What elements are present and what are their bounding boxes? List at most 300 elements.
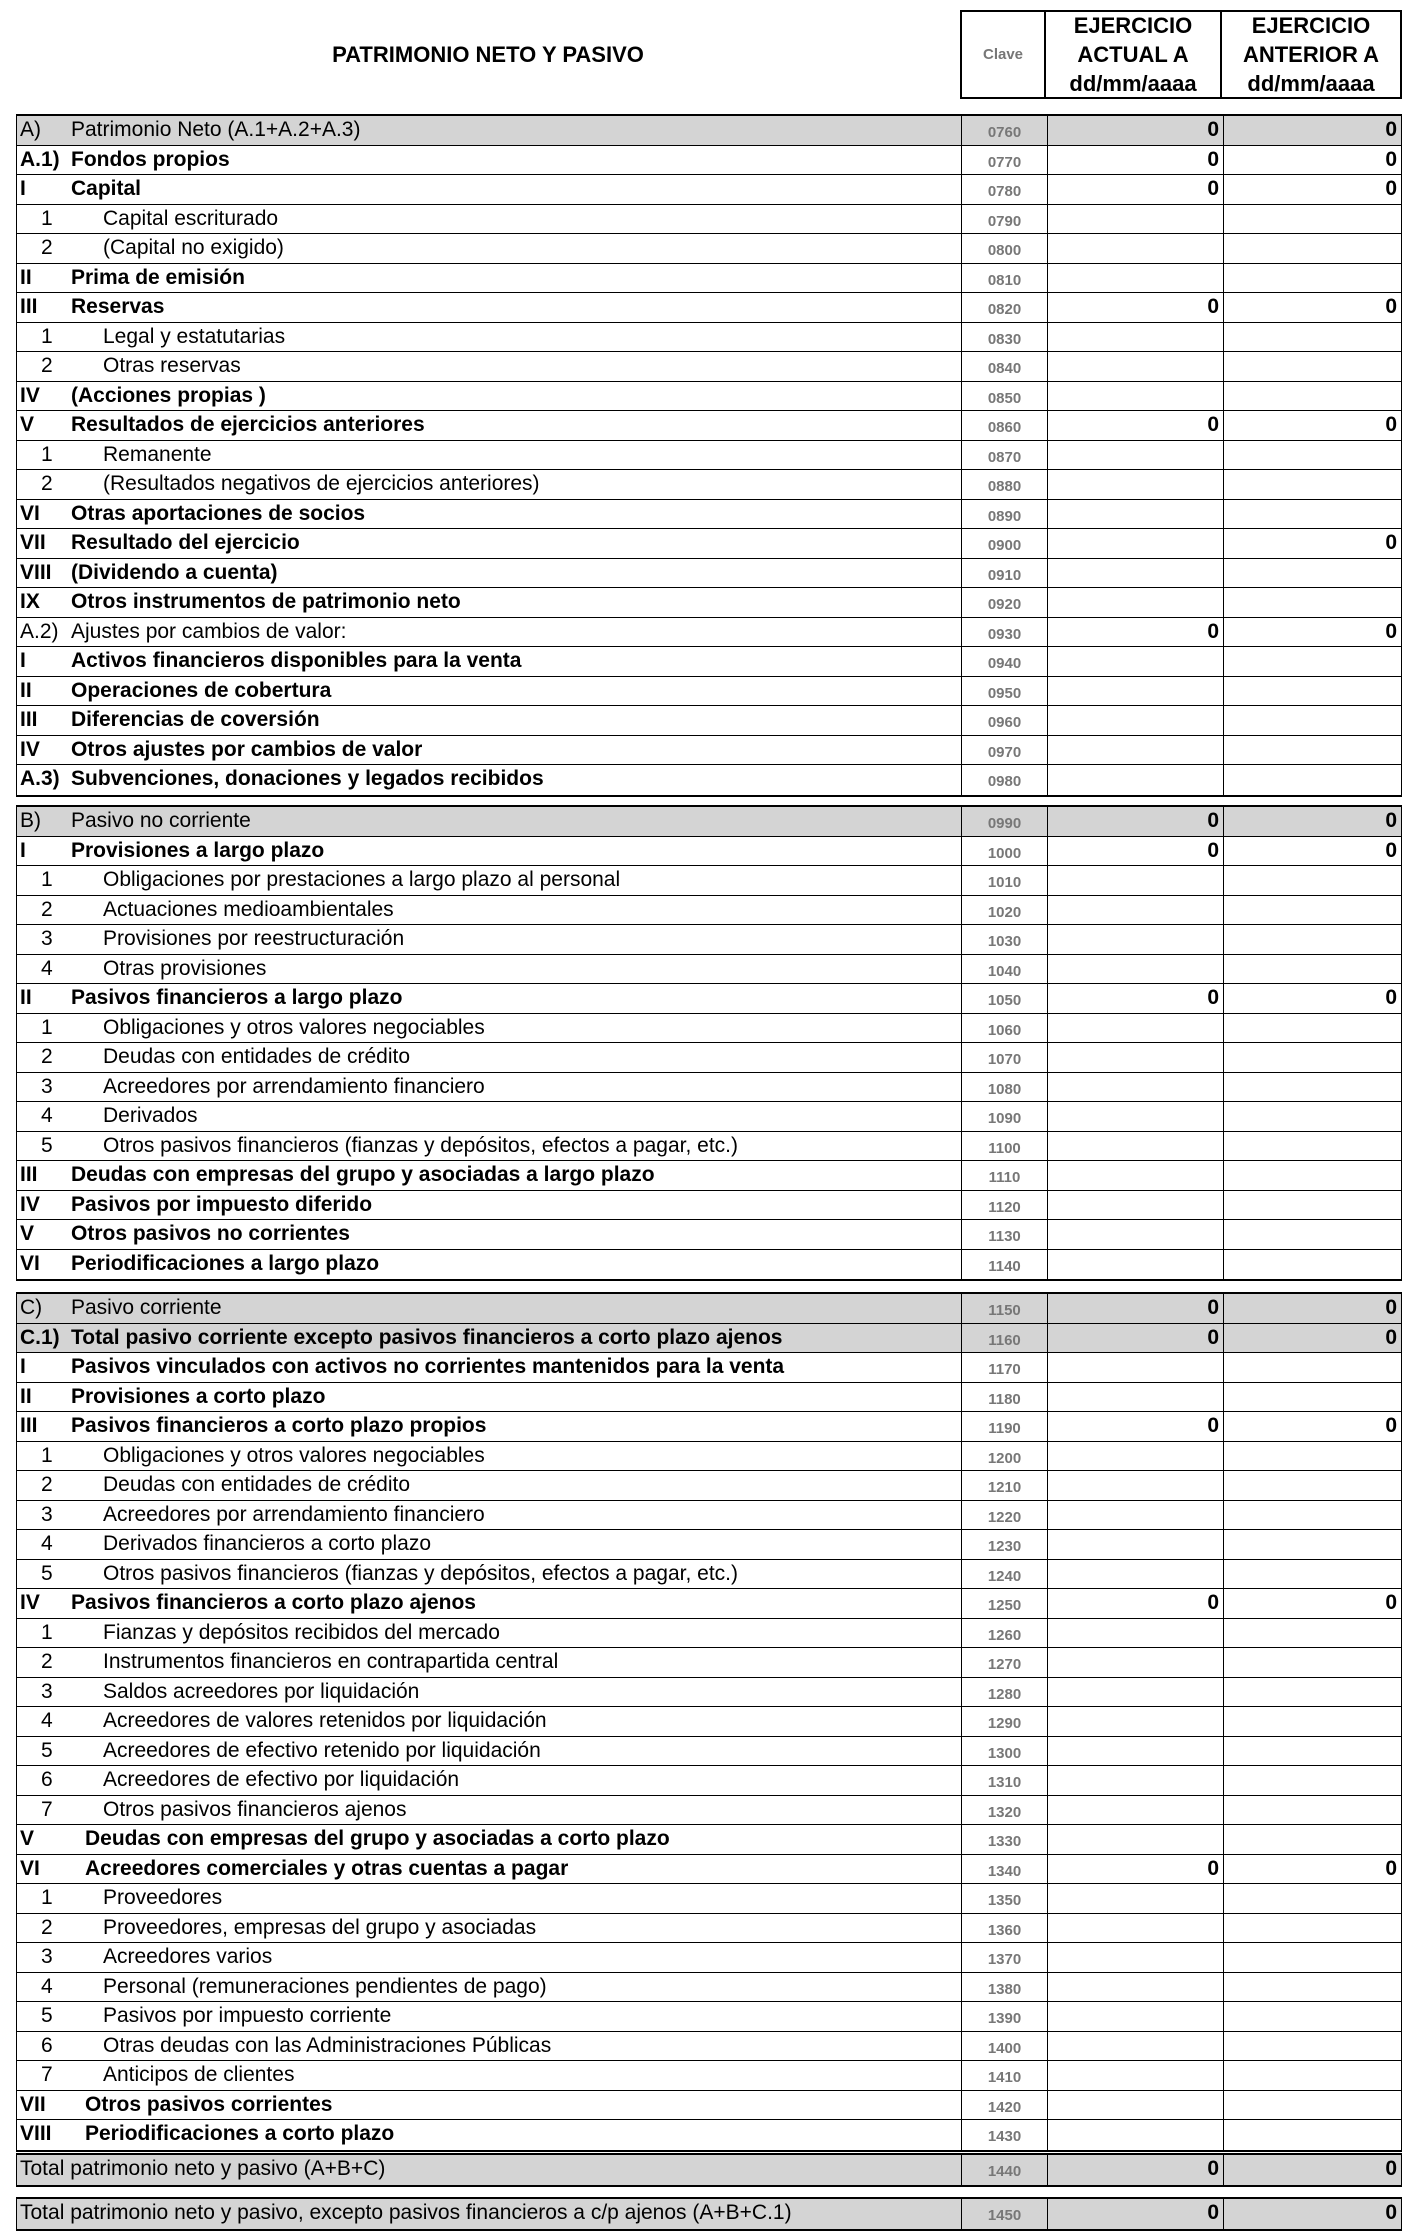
current-year-value[interactable] [1047,205,1223,234]
table-row [17,1412,1401,1442]
row-number: 7 [41,1797,53,1821]
current-year-value[interactable] [1047,1161,1223,1190]
previous-year-value[interactable] [1223,588,1401,617]
table-row [17,1014,1401,1044]
current-year-value[interactable] [1047,896,1223,925]
row-number: II [20,986,32,1009]
row-number: 5 [41,2004,53,2027]
row-code: 1070 [961,1043,1047,1072]
row-number: II [20,265,32,289]
previous-year-value[interactable] [1223,1043,1401,1072]
row-label: Otras deudas con las Administraciones Públicas [103,2033,552,2057]
table-row [17,984,1401,1014]
row-number: I [20,649,26,672]
previous-year-value[interactable]: 0 [1223,175,1401,204]
previous-year-value[interactable] [1223,1353,1401,1382]
previous-year-value[interactable]: 0 [1223,529,1401,558]
previous-year-value[interactable] [1223,1796,1401,1825]
row-code: 1340 [961,1855,1047,1884]
row-label: (Resultados negativos de ejercicios anteriores) [103,472,540,495]
current-year-value[interactable]: 0 [1047,984,1223,1013]
row-number: 3 [41,1679,53,1703]
row-number: I [20,177,26,200]
current-year-value[interactable] [1047,1132,1223,1161]
current-year-value[interactable] [1047,1766,1223,1795]
row-number: 6 [41,1768,53,1791]
row-number: 5 [41,1133,53,1157]
row-code: 0880 [961,470,1047,499]
row-number: IV [20,383,40,407]
previous-year-value[interactable]: 0 [1223,1294,1401,1323]
previous-year-value[interactable] [1223,323,1401,352]
row-label: Actuaciones medioambientales [103,897,394,921]
current-year-value[interactable]: 0 [1047,1412,1223,1441]
row-number: 2 [41,236,53,259]
previous-year-value[interactable] [1223,2091,1401,2120]
current-year-value[interactable]: 0 [1047,1324,1223,1353]
current-year-value[interactable]: 0 [1047,618,1223,647]
previous-year-value[interactable] [1223,1102,1401,1131]
current-year-value[interactable] [1047,470,1223,499]
current-year-value[interactable]: 0 [1047,1855,1223,1884]
previous-year-value[interactable] [1223,706,1401,735]
row-code: 0920 [961,588,1047,617]
previous-year-value[interactable] [1223,500,1401,529]
previous-year-value[interactable] [1223,1220,1401,1249]
current-year-value[interactable] [1047,955,1223,984]
row-number: 1 [41,1886,53,1909]
current-year-value[interactable]: 0 [1047,837,1223,866]
previous-year-value[interactable]: 0 [1223,293,1401,322]
row-code: 0810 [961,264,1047,293]
previous-year-value[interactable] [1223,234,1401,263]
previous-year-value[interactable] [1223,2032,1401,2061]
row-code: 1160 [961,1324,1047,1353]
current-year-value[interactable] [1047,1619,1223,1648]
row-label: Fianzas y depósitos recibidos del mercado [103,1620,500,1644]
current-year-value[interactable] [1047,2032,1223,2061]
previous-year-value[interactable]: 0 [1223,2199,1401,2229]
current-year-value[interactable] [1047,2120,1223,2150]
current-year-value[interactable] [1047,866,1223,895]
table-row [17,1884,1401,1914]
row-code: 0990 [961,807,1047,836]
row-code: 1230 [961,1530,1047,1559]
previous-year-value[interactable] [1223,866,1401,895]
row-code: 0910 [961,559,1047,588]
previous-year-value[interactable] [1223,1530,1401,1559]
row-code: 1440 [961,2155,1047,2185]
current-year-value[interactable] [1047,1973,1223,2002]
current-year-value[interactable] [1047,1073,1223,1102]
current-year-value[interactable] [1047,1796,1223,1825]
row-code: 1150 [961,1294,1047,1323]
row-code: 1090 [961,1102,1047,1131]
current-year-value[interactable] [1047,1914,1223,1943]
row-code: 1170 [961,1353,1047,1382]
previous-year-value[interactable] [1223,955,1401,984]
current-year-value[interactable] [1047,1884,1223,1913]
previous-year-value[interactable] [1223,1132,1401,1161]
previous-year-value[interactable] [1223,1884,1401,1913]
current-year-value[interactable] [1047,1560,1223,1589]
previous-year-value[interactable] [1223,559,1401,588]
row-label: Otros pasivos corrientes [85,2092,333,2116]
row-label: Prima de emisión [71,265,245,289]
row-number: 5 [41,1561,53,1585]
row-code: 1320 [961,1796,1047,1825]
row-number: 4 [41,956,53,980]
row-label: Capital escriturado [103,206,279,230]
previous-year-value[interactable] [1223,1442,1401,1471]
row-number: IV [20,1192,40,1216]
current-year-value[interactable] [1047,1530,1223,1559]
row-label: Acreedores de valores retenidos por liquidación [103,1709,547,1732]
row-code: 1250 [961,1589,1047,1618]
row-label: Operaciones de cobertura [71,678,332,702]
current-year-value[interactable] [1047,500,1223,529]
row-code: 0850 [961,382,1047,411]
row-number: 2 [41,354,53,377]
previous-year-value[interactable] [1223,736,1401,765]
row-number: 7 [41,2063,53,2086]
table-row [17,264,1401,294]
row-code: 0950 [961,677,1047,706]
previous-year-value[interactable] [1223,647,1401,676]
row-number: VI [20,501,40,525]
previous-year-value[interactable] [1223,470,1401,499]
row-number: B) [20,809,41,832]
table-row [17,1471,1401,1501]
row-label: Acreedores de efectivo por liquidación [103,1768,460,1791]
column-header-clave: Clave [960,10,1046,99]
row-label: Deudas con entidades de crédito [103,1045,411,1068]
current-year-value[interactable]: 0 [1047,807,1223,836]
previous-year-value[interactable] [1223,1471,1401,1500]
current-year-value[interactable] [1047,1737,1223,1766]
row-label: (Capital no exigido) [103,236,284,259]
row-code: 1240 [961,1560,1047,1589]
table-row [17,1737,1401,1767]
column-header-current-year: EJERCICIO ACTUAL A dd/mm/aaaa [1046,10,1222,99]
previous-year-value[interactable]: 0 [1223,618,1401,647]
current-year-value[interactable] [1047,925,1223,954]
current-year-value[interactable] [1047,1943,1223,1972]
row-number: 1 [41,868,53,891]
current-year-value[interactable]: 0 [1047,411,1223,440]
row-number: II [20,678,32,702]
table-section [16,2153,1402,2187]
row-code: 1060 [961,1014,1047,1043]
current-year-value[interactable] [1047,2061,1223,2090]
row-code: 0900 [961,529,1047,558]
table-row [17,2002,1401,2032]
table-row [17,1678,1401,1708]
row-label: Deudas con entidades de crédito [103,1473,411,1496]
row-code: 0780 [961,175,1047,204]
current-year-value[interactable] [1047,1471,1223,1500]
current-year-value[interactable] [1047,382,1223,411]
previous-year-value[interactable] [1223,1073,1401,1102]
row-label: Deudas con empresas del grupo y asociadas a corto plazo [85,1827,670,1850]
table-row [17,1191,1401,1221]
row-label: Obligaciones por prestaciones a largo plazo al personal [103,868,621,891]
current-year-value[interactable] [1047,1825,1223,1854]
table-row [17,765,1401,795]
previous-year-value[interactable]: 0 [1223,837,1401,866]
row-label: Obligaciones y otros valores negociables [103,1443,485,1467]
current-year-value[interactable]: 0 [1047,146,1223,175]
row-code: 1000 [961,837,1047,866]
row-label: Otras provisiones [103,956,267,980]
row-label: Pasivo no corriente [71,809,251,832]
table-row [17,1825,1401,1855]
table-row [17,1766,1401,1796]
previous-year-value[interactable] [1223,1191,1401,1220]
row-number: IV [20,737,40,761]
previous-year-value[interactable] [1223,441,1401,470]
current-year-value[interactable]: 0 [1047,175,1223,204]
row-number: A.1) [20,147,60,171]
table-row [17,529,1401,559]
table-row [17,411,1401,441]
current-year-value[interactable] [1047,677,1223,706]
current-year-value[interactable] [1047,441,1223,470]
previous-year-value[interactable]: 0 [1223,807,1401,836]
current-year-value[interactable] [1047,529,1223,558]
current-year-value[interactable] [1047,1102,1223,1131]
previous-year-value[interactable] [1223,1973,1401,2002]
row-label: Pasivos financieros a corto plazo propios [71,1414,487,1437]
current-year-value[interactable] [1047,706,1223,735]
table-row [17,647,1401,677]
table-row [17,323,1401,353]
row-label: Proveedores [103,1886,223,1909]
current-year-value[interactable] [1047,1043,1223,1072]
table-row [17,807,1401,837]
current-year-value[interactable] [1047,1353,1223,1382]
table-row [17,1043,1401,1073]
previous-year-value[interactable] [1223,2002,1401,2031]
previous-year-value[interactable] [1223,765,1401,795]
row-number: 4 [41,1104,53,1127]
row-number: I [20,1355,26,1378]
previous-year-value[interactable] [1223,382,1401,411]
current-year-value[interactable]: 0 [1047,1589,1223,1618]
row-number: III [20,1163,38,1186]
row-code: 0830 [961,323,1047,352]
row-number: C) [20,1296,43,1319]
table-row [17,116,1401,146]
row-label: Acreedores por arrendamiento financiero [103,1074,485,1098]
row-label: Subvenciones, donaciones y legados recibidos [71,767,544,790]
row-code: 1430 [961,2120,1047,2150]
table-row [17,2199,1401,2229]
row-label: Patrimonio Neto (A.1+A.2+A.3) [71,118,361,141]
row-label: Provisiones a largo plazo [71,838,325,862]
table-row [17,382,1401,412]
table-row [17,1648,1401,1678]
row-number: V [20,1222,35,1245]
current-year-value[interactable]: 0 [1047,2155,1223,2185]
current-year-value[interactable] [1047,264,1223,293]
row-label: Obligaciones y otros valores negociables [103,1015,485,1039]
row-number: 2 [41,472,53,495]
row-code: 1310 [961,1766,1047,1795]
previous-year-value[interactable]: 0 [1223,116,1401,145]
previous-year-value[interactable] [1223,2061,1401,2090]
row-code: 1330 [961,1825,1047,1854]
row-number: VII [20,2092,46,2116]
current-year-value[interactable] [1047,323,1223,352]
current-year-value[interactable] [1047,2091,1223,2120]
previous-year-value[interactable]: 0 [1223,1324,1401,1353]
previous-year-value[interactable]: 0 [1223,146,1401,175]
row-label: Otros instrumentos de patrimonio neto [71,590,461,613]
table-row [17,736,1401,766]
current-year-value[interactable] [1047,2002,1223,2031]
row-code: 1400 [961,2032,1047,2061]
row-number: 2 [41,1915,53,1939]
current-year-value[interactable] [1047,588,1223,617]
table-row [17,588,1401,618]
row-code: 1300 [961,1737,1047,1766]
previous-year-value[interactable] [1223,1737,1401,1766]
previous-year-value[interactable]: 0 [1223,2155,1401,2185]
previous-year-value[interactable] [1223,1648,1401,1677]
previous-year-value[interactable]: 0 [1223,1412,1401,1441]
current-year-value[interactable] [1047,1383,1223,1412]
current-year-value[interactable]: 0 [1047,116,1223,145]
current-year-value[interactable]: 0 [1047,2199,1223,2229]
previous-year-value[interactable] [1223,677,1401,706]
row-label: Reservas [71,295,165,318]
row-number: C.1) [20,1325,60,1349]
previous-year-value[interactable] [1223,1383,1401,1412]
current-year-value[interactable] [1047,1014,1223,1043]
current-year-value[interactable] [1047,736,1223,765]
row-label: Periodificaciones a largo plazo [71,1251,380,1275]
current-year-value[interactable] [1047,1191,1223,1220]
previous-year-value[interactable] [1223,1707,1401,1736]
row-label: Otras reservas [103,354,241,377]
previous-year-value[interactable]: 0 [1223,411,1401,440]
previous-year-value[interactable]: 0 [1223,1855,1401,1884]
row-code: 1120 [961,1191,1047,1220]
row-number: III [20,295,38,318]
row-code: 1130 [961,1220,1047,1249]
previous-year-value[interactable] [1223,925,1401,954]
current-year-value[interactable] [1047,765,1223,795]
row-code: 0940 [961,647,1047,676]
previous-year-value[interactable] [1223,1825,1401,1854]
previous-year-value[interactable] [1223,1914,1401,1943]
current-year-value[interactable]: 0 [1047,293,1223,322]
table-row [17,1353,1401,1383]
row-number: VI [20,1856,40,1880]
current-year-value[interactable] [1047,647,1223,676]
table-row [17,955,1401,985]
previous-year-value[interactable] [1223,1501,1401,1530]
previous-year-value[interactable] [1223,1619,1401,1648]
previous-year-value[interactable] [1223,1161,1401,1190]
current-year-value[interactable]: 0 [1047,1294,1223,1323]
row-number: 3 [41,927,53,950]
row-label: Otros pasivos financieros ajenos [103,1797,407,1821]
row-label: Remanente [103,442,212,466]
current-year-value[interactable] [1047,1648,1223,1677]
table-row [17,677,1401,707]
row-label: Saldos acreedores por liquidación [103,1679,420,1703]
row-code: 1200 [961,1442,1047,1471]
current-year-value[interactable] [1047,352,1223,381]
row-code: 0980 [961,765,1047,795]
row-code: 1260 [961,1619,1047,1648]
previous-year-value[interactable] [1223,205,1401,234]
row-label: Periodificaciones a corto plazo [85,2122,395,2145]
row-code: 1050 [961,984,1047,1013]
row-code: 0930 [961,618,1047,647]
row-number: III [20,708,38,731]
current-year-value[interactable] [1047,1220,1223,1249]
row-label: Provisiones a corto plazo [71,1384,326,1408]
current-year-value[interactable] [1047,559,1223,588]
current-year-value[interactable] [1047,1250,1223,1280]
previous-year-value[interactable] [1223,352,1401,381]
row-label: Total patrimonio neto y pasivo, excepto pasivos financieros a c/p ajenos (A+B+C.1) [20,2201,792,2224]
row-label: Acreedores de efectivo retenido por liquidación [103,1738,541,1762]
row-label: Total pasivo corriente excepto pasivos financieros a corto plazo ajenos [71,1325,783,1349]
previous-year-value[interactable] [1223,264,1401,293]
row-number: 2 [41,1045,53,1068]
table-row [17,1619,1401,1649]
row-code: 1010 [961,866,1047,895]
row-label: Anticipos de clientes [103,2063,295,2086]
row-label: Instrumentos financieros en contrapartida central [103,1650,559,1673]
table-section [16,805,1402,1281]
previous-year-value[interactable] [1223,1766,1401,1795]
previous-year-value[interactable] [1223,1678,1401,1707]
table-row [17,618,1401,648]
row-label: Proveedores, empresas del grupo y asociadas [103,1915,537,1939]
row-code: 0960 [961,706,1047,735]
row-label: (Acciones propias ) [71,383,266,407]
table-row [17,1073,1401,1103]
row-number: V [20,1827,35,1850]
previous-year-value[interactable] [1223,896,1401,925]
previous-year-value[interactable]: 0 [1223,1589,1401,1618]
previous-year-value[interactable] [1223,1943,1401,1972]
row-code: 0890 [961,500,1047,529]
current-year-value[interactable] [1047,234,1223,263]
row-code: 0820 [961,293,1047,322]
row-label: Derivados [103,1104,198,1127]
previous-year-value[interactable] [1223,2120,1401,2150]
page-title: PATRIMONIO NETO Y PASIVO [332,42,644,67]
current-year-value[interactable] [1047,1707,1223,1736]
previous-year-value[interactable] [1223,1250,1401,1280]
current-year-value[interactable] [1047,1678,1223,1707]
table-row [17,559,1401,589]
previous-year-value[interactable] [1223,1014,1401,1043]
row-code: 0840 [961,352,1047,381]
current-year-value[interactable] [1047,1442,1223,1471]
current-year-value[interactable] [1047,1501,1223,1530]
previous-year-value[interactable] [1223,1560,1401,1589]
row-number: III [20,1414,38,1437]
row-code: 0770 [961,146,1047,175]
previous-year-value[interactable]: 0 [1223,984,1401,1013]
